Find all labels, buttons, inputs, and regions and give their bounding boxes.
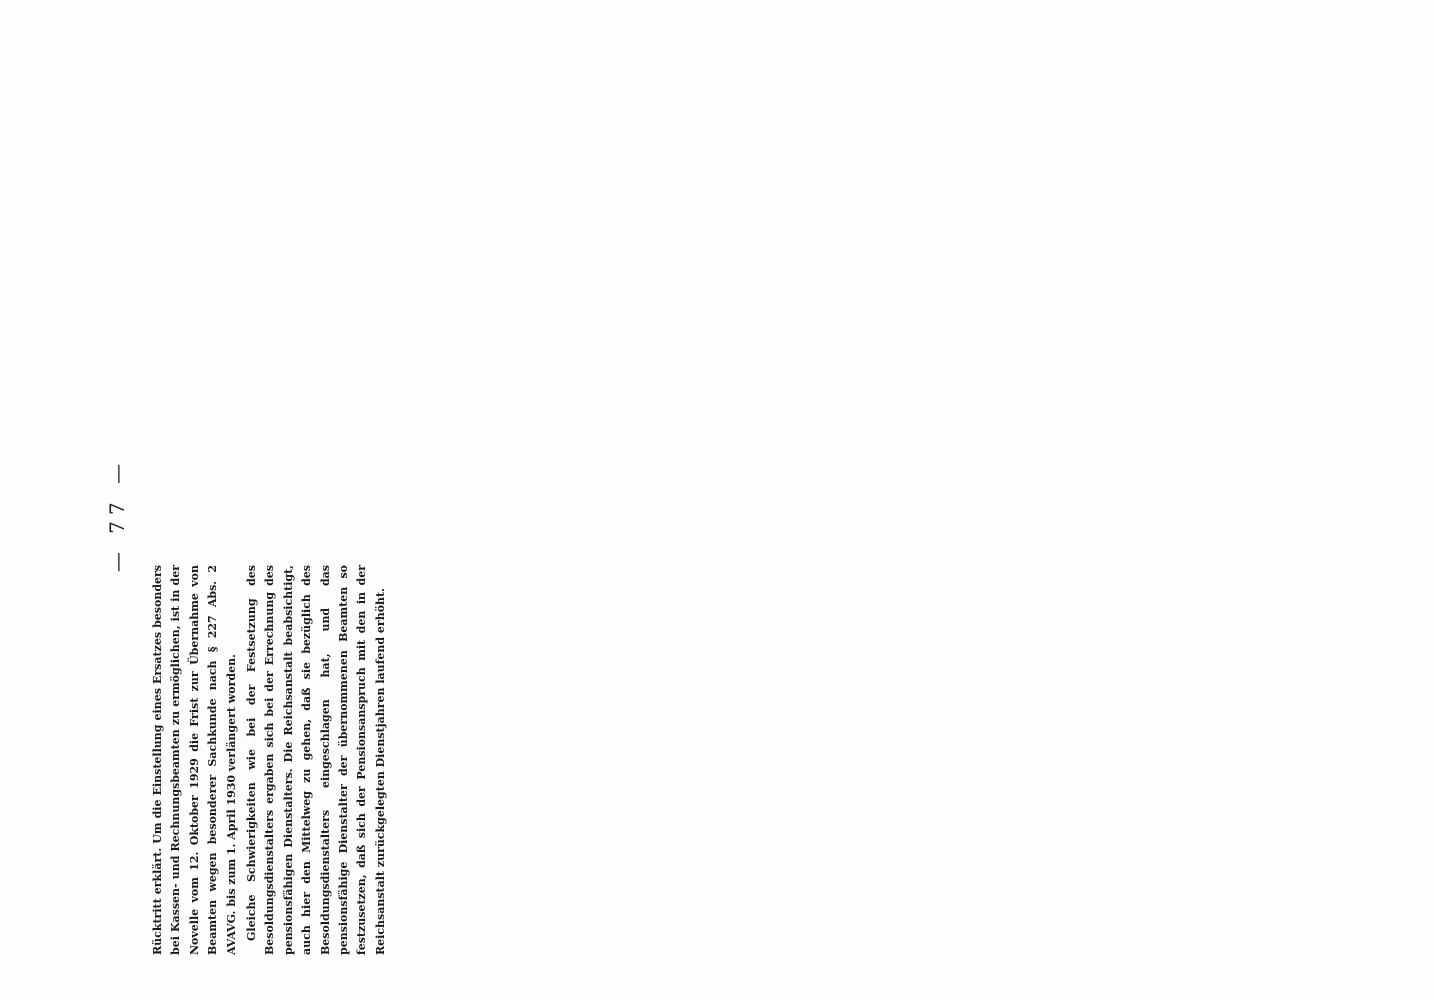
left-paragraph-2: Gleiche Schwierigkeiten wie bei der Festsetzung des Besoldungsdienstalters ergaben sich bei der Errechnung des pensionsfähigen Dienstalters. Die Reichsanstalt beabsichtigt, auch hier den Mittelweg zu gehen, daß sie bezüglich des Besoldungsdienstalters eingeschlagen hat, und das pensionsfähige Dienstalter der übernommenen Beamten so festzusetzen, daß sich der Pensionsanspruch mit den in der Reichsanstalt zurückgelegten Dienstjahren laufend erhöht.: [245, 565, 387, 955]
page-number: — 77 —: [105, 457, 129, 573]
rotated-document-columns: [112, 0, 1432, 960]
left-paragraph-1: Rücktritt erklärt. Um die Einstellung eines Ersatzes besonders bei Kassen- und Rechnungsbeamten zu ermöglichen, ist in der Novelle vom 12. Oktober 1929 die Frist zur Übernahme von Beamten wegen besonderer Sachkunde nach § 227 Abs. 2 AVAVG. bis zum 1. April 1930 verlängert worden.: [151, 565, 238, 955]
